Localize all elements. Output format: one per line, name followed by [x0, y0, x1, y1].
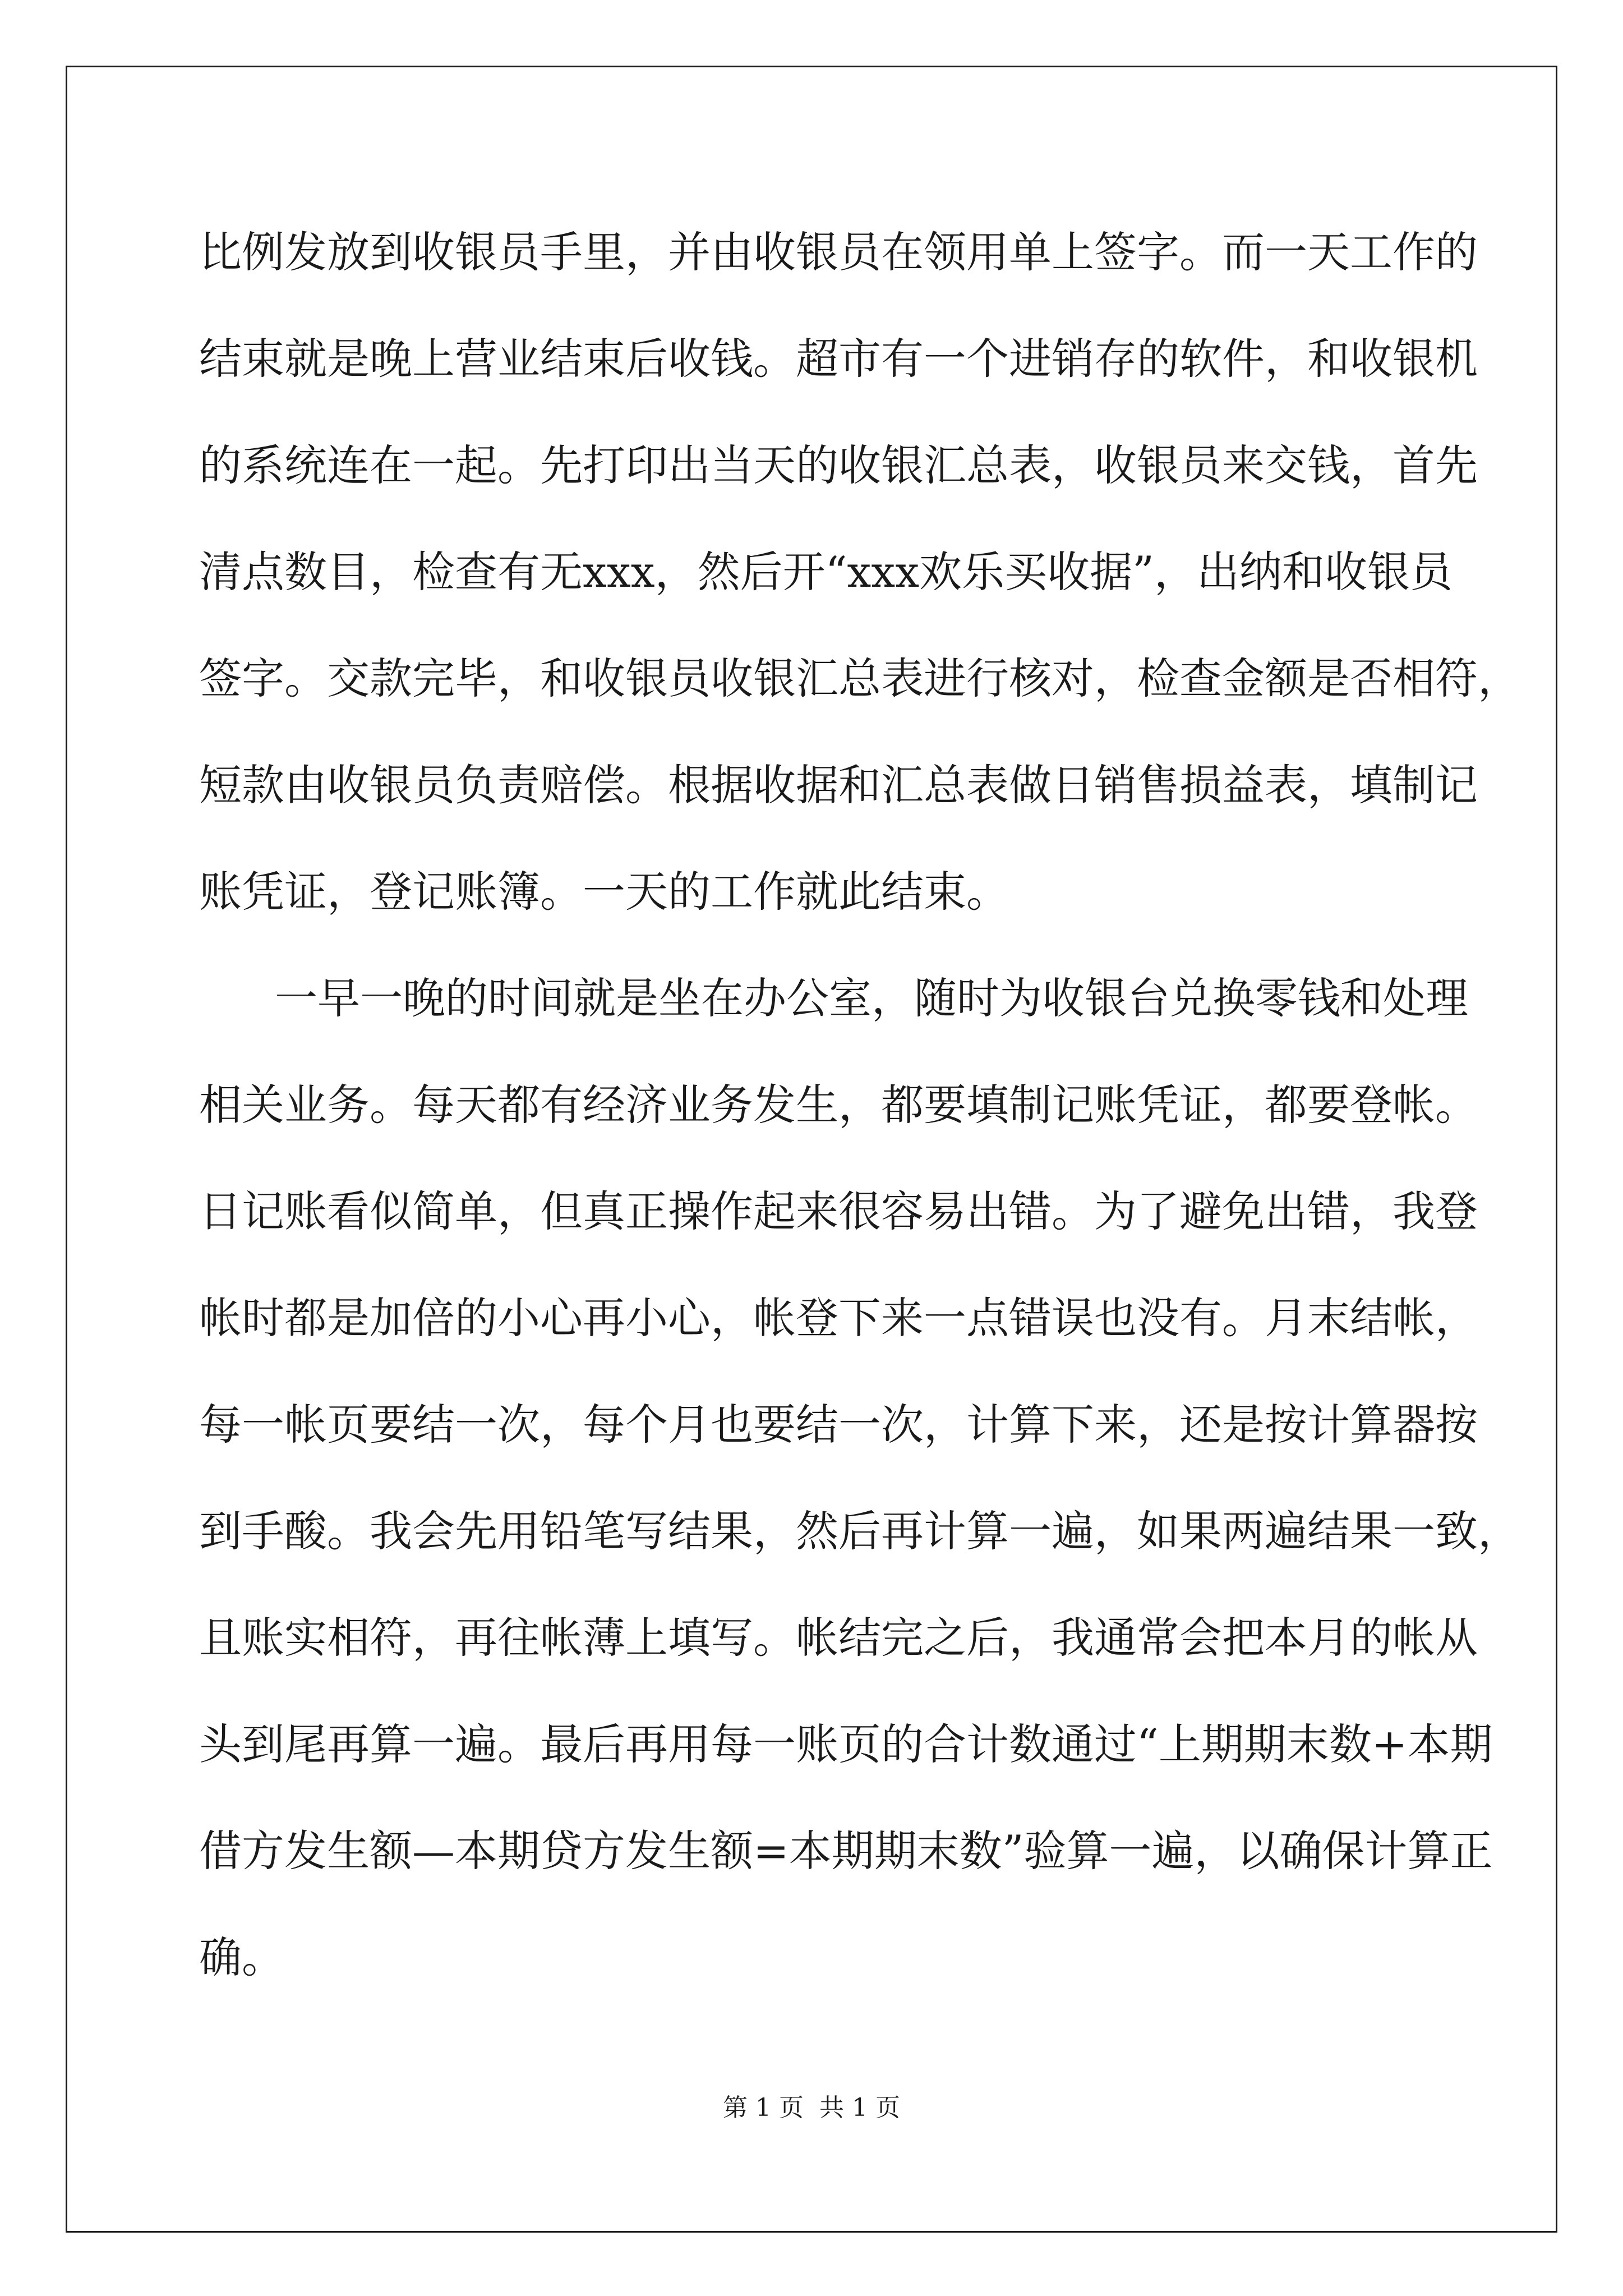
text-line: 比 例 发 放 到 收 银 员 手 里 ， 并 由 收 银 员 在 领 用 单 上 签 字 。 而 一 天 工 作 的	[199, 227, 1478, 277]
text-line: 每 一 帐 页 要 结 一 次 ， 每 个 月 也 要 结 一 次 ， 计 算 下 来 ， 还 是 按 计 算 器 按	[199, 1400, 1478, 1450]
text-line: 头 到 尾 再 算 一 遍 。 最 后 再 用 每 一 账 页 的 合 计 数 通 过 “ 上 期 期 末 数 + 本 期	[199, 1719, 1493, 1769]
text-line: 日 记 账 看 似 简 单 ， 但 真 正 操 作 起 来 很 容 易 出 错 。 为 了 避 免 出 错 ， 我 登	[199, 1186, 1478, 1236]
text-line: 借 方 发 生 额 — 本 期 贷 方 发 生 额 = 本 期 期 末 数 ” 验 算 一 遍 ， 以 确 保 计 算 正	[199, 1826, 1493, 1876]
paragraph-first-line: 一 早 一 晚 的 时 间 就 是 坐 在 办 公 室 ， 随 时 为 收 银 台 兑 换 零 钱 和 处 理	[275, 973, 1468, 1023]
page-total: 共 1 页	[819, 2093, 900, 2122]
text-line: 结 束 就 是 晚 上 营 业 结 束 后 收 钱 。 超 市 有 一 个 进 销 存 的 软 件 ， 和 收 银 机	[199, 334, 1478, 384]
text-line: 且 账 实 相 符 ， 再 往 帐 薄 上 填 写 。 帐 结 完 之 后 ， 我 通 常 会 把 本 月 的 帐 从	[199, 1613, 1478, 1663]
text-line: 短 款 由 收 银 员 负 责 赔 偿 。 根 据 收 据 和 汇 总 表 做 日 销 售 损 益 表 ， 填 制 记	[199, 760, 1478, 810]
page-footer	[0, 2091, 1623, 2125]
text-line: 到 手 酸 。 我 会 先 用 铅 笔 写 结 果 ， 然 后 再 计 算 一 遍 ， 如 果 两 遍 结 果 一 致 ，	[199, 1506, 1520, 1556]
text-line: 相 关 业 务 。 每 天 都 有 经 济 业 务 发 生 ， 都 要 填 制 记 账 凭 证 ， 都 要 登 帐 。	[199, 1080, 1478, 1130]
page-number: 第 1 页	[723, 2093, 804, 2122]
text-line: 帐 时 都 是 加 倍 的 小 心 再 小 心 ， 帐 登 下 来 一 点 错 误 也 没 有 。 月 末 结 帐 ，	[199, 1293, 1478, 1343]
text-line: 签 字 。 交 款 完 毕 ， 和 收 银 员 收 银 汇 总 表 进 行 核 对 ， 检 查 金 额 是 否 相 符 ，	[199, 654, 1520, 703]
text-line: 账凭证，登记账簿。一天的工作就此结束。	[199, 867, 1009, 917]
text-line: 的 系 统 连 在 一 起 。 先 打 印 出 当 天 的 收 银 汇 总 表 ， 收 银 员 来 交 钱 ， 首 先	[199, 440, 1478, 490]
text-line: 清 点 数 目 ， 检 查 有 无 x x x ， 然 后 开 “ x x x 欢 乐 买 收 据 ” ， 出 纳 和 收 银 员	[199, 547, 1453, 597]
text-line: 确。	[199, 1932, 284, 1982]
